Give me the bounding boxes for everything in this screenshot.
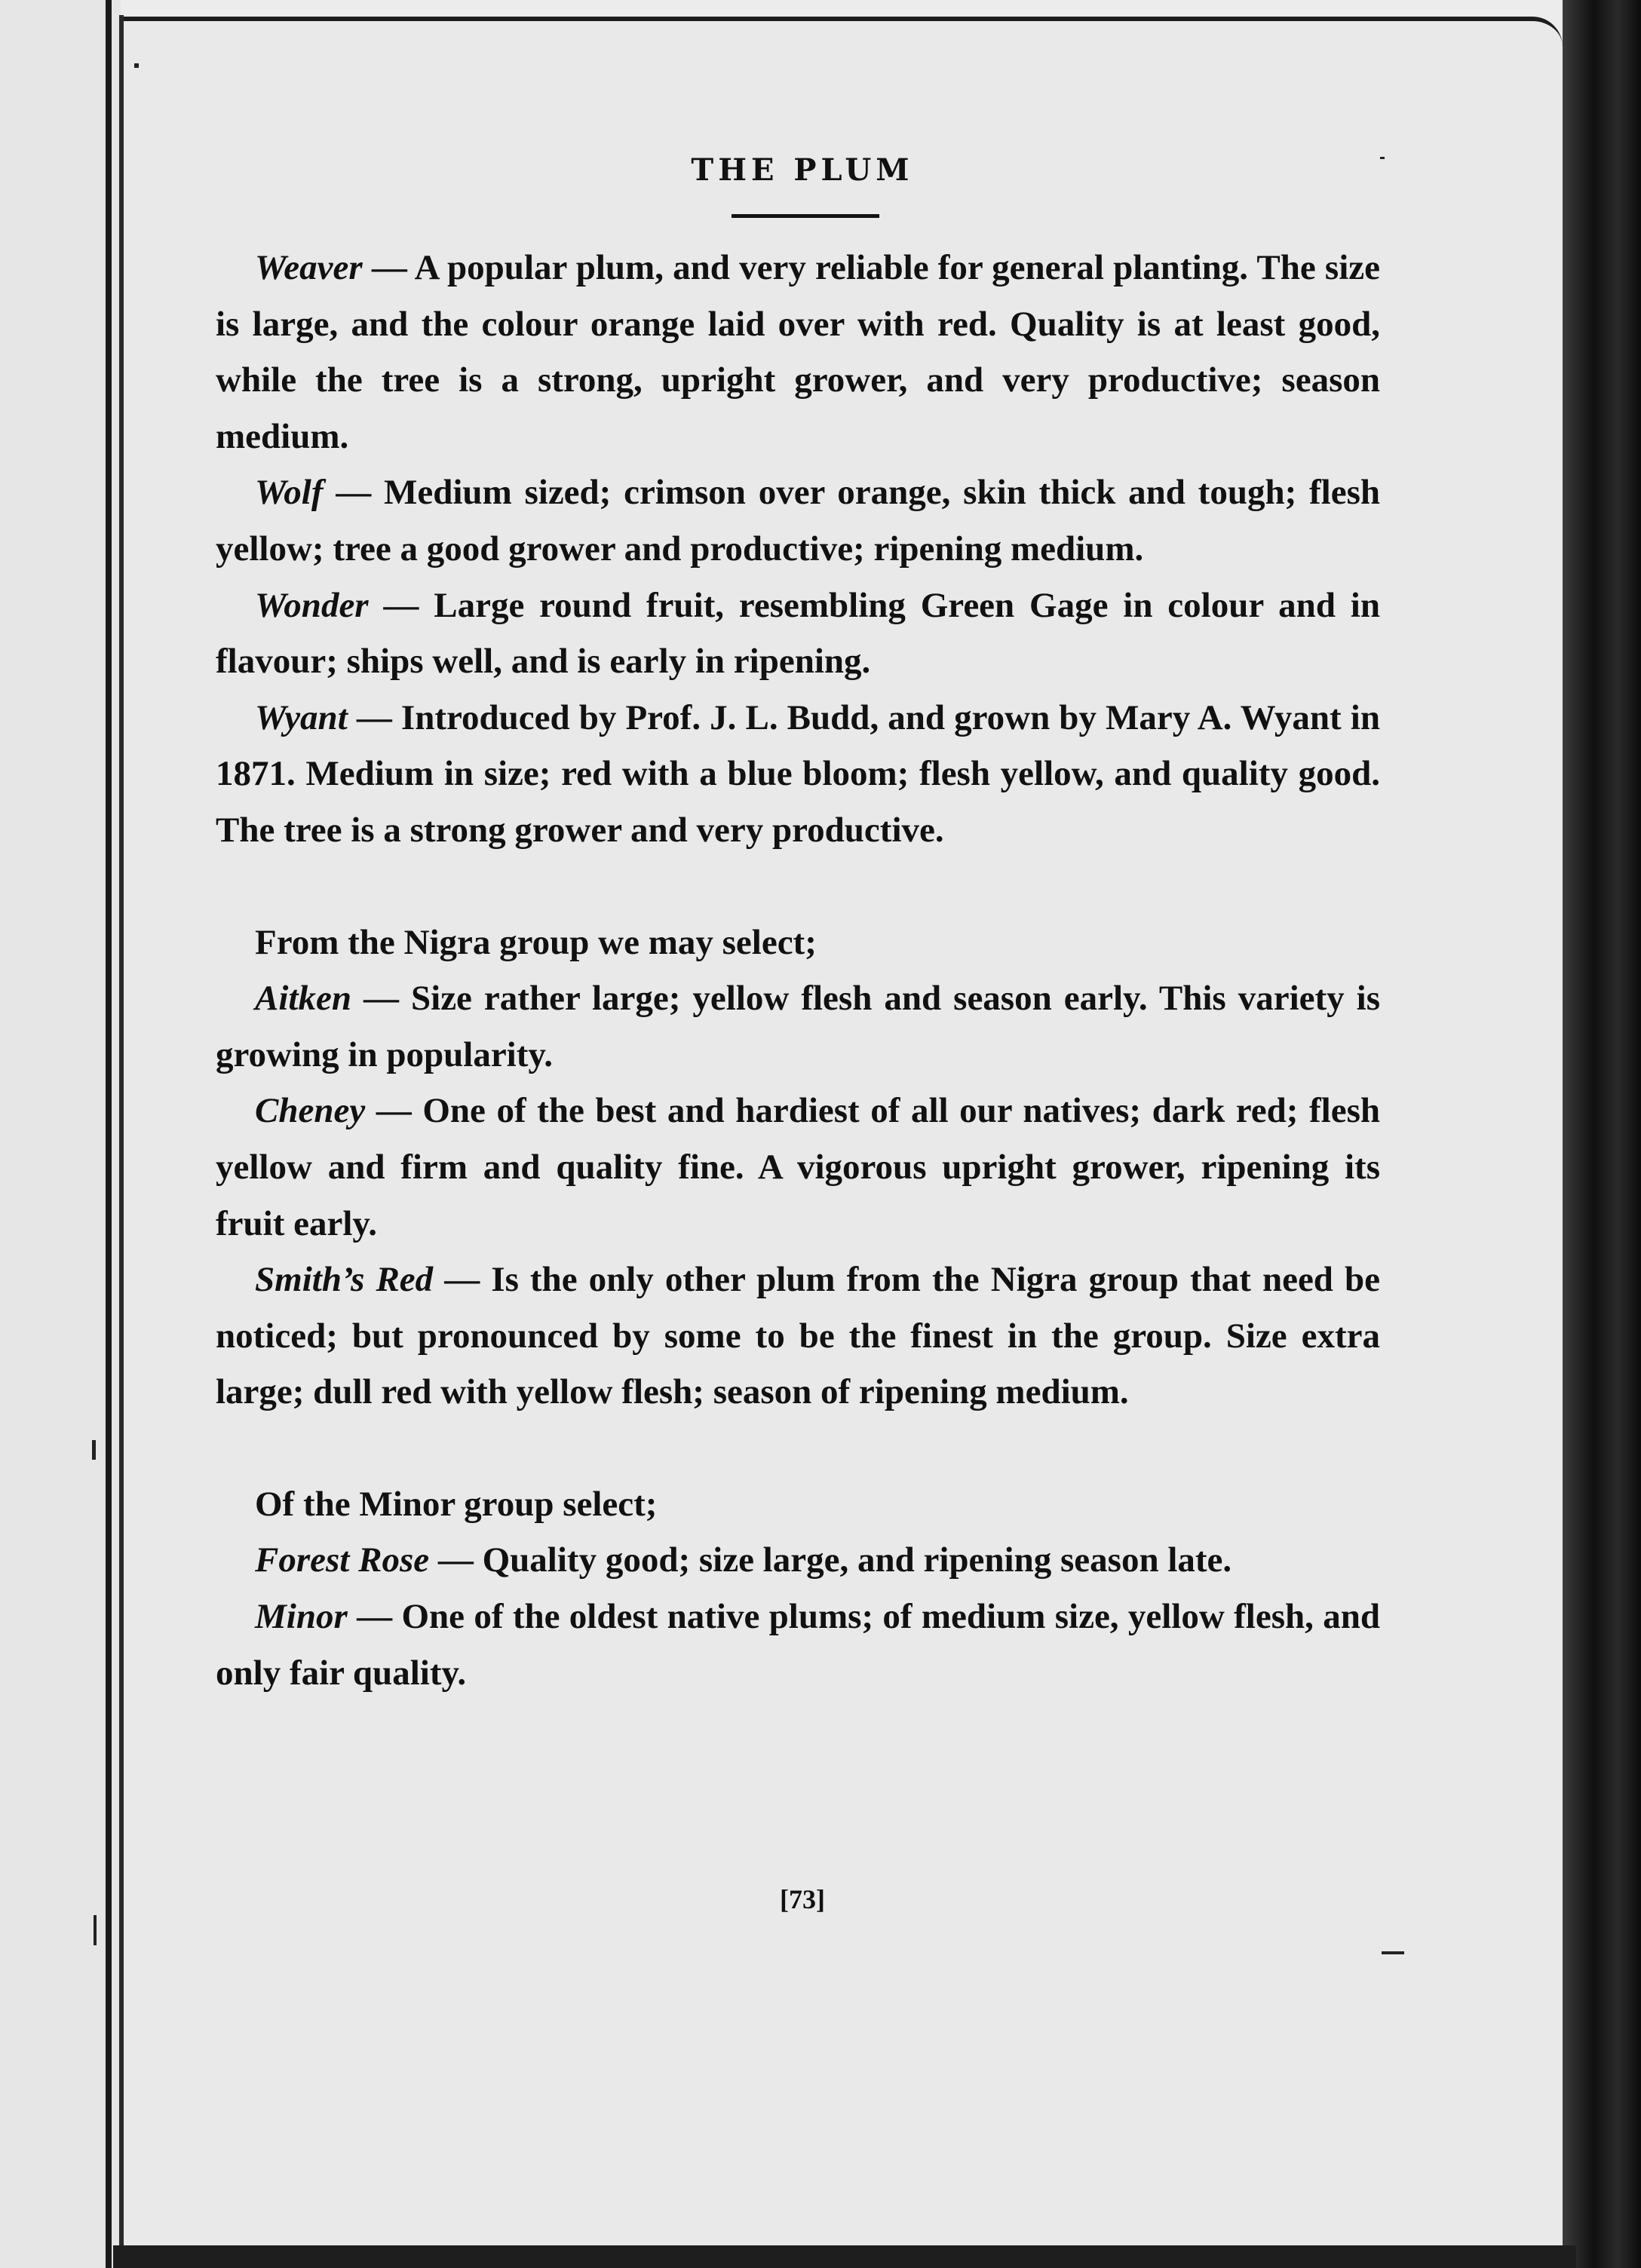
variety-description: — Medium sized; crimson over orange, skin thick and tough; flesh yellow; tree a good grower and productive; ripening medium. [216, 473, 1380, 569]
running-head: THE PLUM [691, 152, 914, 188]
nigra-group-intro: From the Nigra group we may select; [255, 922, 817, 962]
scan-speck [94, 1915, 97, 1945]
variety-name: Minor [255, 1597, 348, 1637]
header-rule [732, 214, 879, 218]
entry-wyant [216, 690, 1380, 859]
entry-weaver [216, 240, 1380, 464]
scan-left-margin [0, 0, 121, 2268]
minor-group-intro: Of the Minor group select; [255, 1484, 658, 1524]
scan-speck [92, 1440, 96, 1460]
entry-smiths-red [216, 1252, 1380, 1421]
variety-description: — One of the oldest native plums; of medium size, yellow flesh, and only fair quality. [216, 1597, 1380, 1693]
variety-description: — Introduced by Prof. J. L. Budd, and grown by Mary A. Wyant in 1871. Medium in size; red with a blue bloom; flesh yellow, and quality good. The tree is a strong grower and very productive. [216, 697, 1380, 850]
binding-gutter [106, 0, 112, 2268]
scan-speck [1382, 1951, 1404, 1954]
variety-name: Aitken [255, 979, 351, 1019]
page-number: [73] [780, 1884, 825, 1914]
variety-name: Wolf [255, 473, 324, 513]
entry-wonder [216, 578, 1380, 690]
variety-name: Smith’s Red [255, 1260, 434, 1300]
scan-bottom-edge [113, 2245, 1576, 2268]
variety-name: Forest Rose [255, 1540, 430, 1580]
page-body [216, 240, 1380, 1701]
variety-description: — Quality good; size large, and ripening season late. [429, 1540, 1232, 1580]
variety-name: Wonder [255, 585, 369, 625]
variety-name: Wyant [255, 697, 348, 737]
entry-minor [216, 1589, 1380, 1701]
scan-right-edge [1563, 0, 1641, 2268]
variety-description: — One of the best and hardiest of all our natives; dark red; flesh yellow and firm and quality fine. A vigorous upright grower, ripening its fruit early. [216, 1091, 1380, 1243]
variety-description: — A popular plum, and very reliable for general planting. The size is large, and the colour orange laid over with red. Quality is at least good, while the tree is a strong, upright grower, and very productive; season medium. [216, 248, 1380, 456]
entry-forest-rose [216, 1532, 1380, 1589]
entry-cheney [216, 1083, 1380, 1252]
variety-description: — Is the only other plum from the Nigra group that need be noticed; but pronounced by some to be the finest in the group. Size extra large; dull red with yellow flesh; season of ripening medium. [216, 1260, 1380, 1412]
entry-aitken [216, 970, 1380, 1083]
variety-description: — Size rather large; yellow flesh and season early. This variety is growing in popularity. [216, 979, 1380, 1074]
scan-speck [134, 63, 139, 68]
variety-description: — Large round fruit, resembling Green Gage in colour and in flavour; ships well, and is early in ripening. [216, 585, 1380, 682]
variety-name: Cheney [255, 1091, 366, 1131]
variety-name: Weaver [255, 248, 363, 287]
entry-wolf [216, 464, 1380, 577]
